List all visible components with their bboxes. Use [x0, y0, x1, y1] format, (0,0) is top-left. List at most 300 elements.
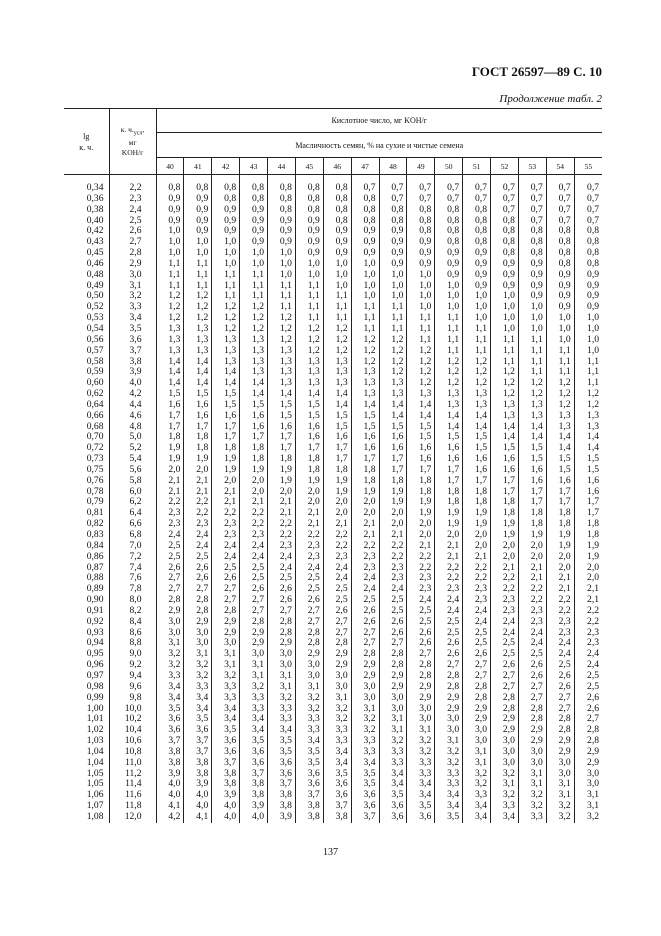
oil-value-cell: 3,2 [518, 801, 546, 812]
kch-value-cell: 6,4 [109, 508, 156, 519]
oil-value-cell: 3,0 [212, 638, 240, 649]
oil-value-cell: 2,4 [323, 573, 351, 584]
kch-value-cell: 2,6 [109, 226, 156, 237]
oil-value-cell: 1,2 [435, 367, 463, 378]
kch-value-cell: 7,6 [109, 573, 156, 584]
oil-value-cell: 2,0 [379, 519, 407, 530]
oil-value-cell: 1,7 [491, 476, 519, 487]
kch-value-cell: 8,0 [109, 595, 156, 606]
oil-value-cell: 1,2 [212, 324, 240, 335]
oil-value-cell: 0,8 [323, 175, 351, 194]
acid-column-header: 54 [546, 158, 574, 175]
oil-value-cell: 3,2 [546, 812, 574, 823]
oil-value-cell: 4,1 [184, 812, 212, 823]
oil-value-cell: 2,0 [463, 541, 491, 552]
oil-value-cell: 3,4 [240, 714, 268, 725]
oil-value-cell: 1,2 [156, 313, 184, 324]
lg-value-cell: 0,49 [86, 280, 104, 291]
oil-value-cell: 2,9 [268, 638, 296, 649]
oil-value-cell: 2,8 [184, 606, 212, 617]
table-row [64, 194, 602, 205]
oil-value-cell: 3,7 [268, 779, 296, 790]
oil-value-cell: 3,6 [351, 790, 379, 801]
oil-value-cell: 0,8 [212, 194, 240, 205]
oil-value-cell: 3,2 [491, 790, 519, 801]
kch-value-cell: 6,2 [109, 497, 156, 508]
oil-value-cell: 2,6 [240, 584, 268, 595]
oil-value-cell: 3,2 [574, 812, 602, 823]
oil-value-cell: 3,1 [212, 649, 240, 660]
oil-value-cell: 1,3 [379, 389, 407, 400]
oil-value-cell: 1,4 [379, 411, 407, 422]
oil-value-cell: 2,8 [407, 671, 435, 682]
lg-value-cell: 1,01 [86, 714, 104, 725]
table-row [64, 508, 602, 519]
lg-value-cell: 0,56 [86, 334, 104, 345]
oil-value-cell: 2,1 [212, 487, 240, 498]
oil-value-cell: 2,4 [435, 595, 463, 606]
oil-value-cell: 3,1 [268, 682, 296, 693]
oil-value-cell: 2,1 [184, 476, 212, 487]
oil-value-cell: 3,0 [379, 704, 407, 715]
oil-value-cell: 2,3 [463, 584, 491, 595]
oil-value-cell: 0,8 [407, 205, 435, 216]
kch-value-cell: 9,8 [109, 693, 156, 704]
oil-value-cell: 3,0 [574, 779, 602, 790]
table-row [64, 259, 602, 270]
table-row [64, 769, 602, 780]
oil-value-cell: 2,0 [491, 552, 519, 563]
oil-value-cell: 1,9 [491, 519, 519, 530]
oil-value-cell: 2,3 [379, 563, 407, 574]
oil-value-cell: 2,8 [463, 693, 491, 704]
oil-value-cell: 3,0 [295, 671, 323, 682]
oil-value-cell: 2,3 [295, 552, 323, 563]
oil-value-cell: 3,8 [268, 790, 296, 801]
oil-value-cell: 0,9 [518, 270, 546, 281]
oil-value-cell: 2,9 [435, 704, 463, 715]
kch-value-cell: 3,7 [109, 346, 156, 357]
lg-value-cell: 0,66 [86, 410, 104, 421]
oil-value-cell: 2,3 [518, 606, 546, 617]
oil-value-cell: 2,4 [268, 552, 296, 563]
lg-value-cell: 0,90 [86, 595, 104, 606]
oil-value-cell: 2,2 [268, 519, 296, 530]
oil-value-cell: 2,8 [518, 714, 546, 725]
oil-value-cell: 2,4 [351, 584, 379, 595]
table-row [64, 465, 602, 476]
oil-value-cell: 2,1 [435, 552, 463, 563]
oil-value-cell: 1,2 [268, 335, 296, 346]
oil-value-cell: 2,5 [240, 563, 268, 574]
oil-value-cell: 1,2 [184, 302, 212, 313]
oil-value-cell: 0,9 [351, 226, 379, 237]
oil-value-cell: 3,2 [435, 758, 463, 769]
oil-value-cell: 1,3 [351, 367, 379, 378]
oil-value-cell: 1,1 [518, 367, 546, 378]
kch-value-cell: 3,3 [109, 302, 156, 313]
oil-value-cell: 3,8 [323, 812, 351, 823]
oil-value-cell: 1,2 [351, 346, 379, 357]
oil-value-cell: 3,4 [184, 704, 212, 715]
oil-value-cell: 1,4 [184, 378, 212, 389]
oil-value-cell: 3,8 [240, 779, 268, 790]
oil-value-cell: 1,1 [240, 291, 268, 302]
oil-value-cell: 1,0 [546, 313, 574, 324]
lg-value-cell: 1,05 [86, 779, 104, 790]
oil-value-cell: 2,5 [156, 541, 184, 552]
oil-value-cell: 1,4 [518, 422, 546, 433]
oil-value-cell: 1,9 [407, 508, 435, 519]
oil-value-cell: 3,2 [351, 714, 379, 725]
oil-value-cell: 1,6 [407, 454, 435, 465]
oil-value-cell: 0,8 [407, 226, 435, 237]
oil-value-cell: 1,9 [156, 443, 184, 454]
oil-value-cell: 2,1 [518, 573, 546, 584]
table-row [64, 205, 602, 216]
lg-value-cell: 0,89 [86, 584, 104, 595]
oil-value-cell: 1,4 [212, 367, 240, 378]
page-number: 137 [323, 847, 338, 858]
acid-column-header: 52 [491, 158, 519, 175]
oil-value-cell: 3,0 [518, 747, 546, 758]
oil-value-cell: 1,9 [295, 476, 323, 487]
lg-value-cell: 0,43 [86, 237, 104, 248]
oil-value-cell: 1,1 [295, 281, 323, 292]
oil-value-cell: 2,8 [518, 704, 546, 715]
oil-value-cell: 3,2 [463, 769, 491, 780]
oil-value-cell: 0,8 [407, 216, 435, 227]
oil-value-cell: 0,9 [379, 237, 407, 248]
oil-value-cell: 3,0 [351, 693, 379, 704]
oil-value-cell: 0,7 [518, 194, 546, 205]
oil-value-cell: 0,7 [407, 175, 435, 194]
oil-value-cell: 2,5 [435, 617, 463, 628]
oil-value-cell: 0,8 [546, 237, 574, 248]
oil-value-cell: 2,4 [184, 530, 212, 541]
oil-value-cell: 2,6 [212, 573, 240, 584]
oil-value-cell: 3,0 [518, 758, 546, 769]
lg-value-cell: 1,04 [86, 757, 104, 768]
oil-value-cell: 0,9 [156, 194, 184, 205]
oil-value-cell: 2,9 [295, 649, 323, 660]
oil-value-cell: 1,7 [518, 487, 546, 498]
oil-value-cell: 1,1 [156, 281, 184, 292]
oil-value-cell: 1,5 [156, 389, 184, 400]
oil-value-cell: 2,4 [268, 563, 296, 574]
oil-value-cell: 2,3 [212, 530, 240, 541]
oil-value-cell: 2,1 [574, 584, 602, 595]
oil-value-cell: 1,4 [323, 389, 351, 400]
oil-value-cell: 3,3 [240, 704, 268, 715]
oil-value-cell: 1,6 [240, 422, 268, 433]
oil-value-cell: 2,6 [491, 660, 519, 671]
table-row [64, 335, 602, 346]
oil-value-cell: 0,9 [491, 270, 519, 281]
oil-value-cell: 1,3 [351, 378, 379, 389]
table-row [64, 693, 602, 704]
oil-value-cell: 3,6 [379, 812, 407, 823]
oil-value-cell: 2,4 [546, 649, 574, 660]
oil-value-cell: 2,7 [546, 693, 574, 704]
oil-value-cell: 0,8 [435, 216, 463, 227]
oil-value-cell: 2,7 [407, 649, 435, 660]
oil-value-cell: 3,7 [184, 747, 212, 758]
oil-value-cell: 1,0 [463, 313, 491, 324]
oil-value-cell: 2,7 [491, 671, 519, 682]
table-row [64, 628, 602, 639]
table-row [64, 422, 602, 433]
acid-column-header: 48 [379, 158, 407, 175]
oil-value-cell: 0,7 [463, 194, 491, 205]
oil-value-cell: 1,6 [574, 487, 602, 498]
oil-value-cell: 2,5 [268, 573, 296, 584]
oil-value-cell: 2,0 [212, 476, 240, 487]
lg-value-cell: 0,88 [86, 573, 104, 584]
table-row [64, 790, 602, 801]
oil-value-cell: 2,5 [407, 617, 435, 628]
oil-value-cell: 3,0 [268, 649, 296, 660]
oil-value-cell: 1,8 [574, 519, 602, 530]
oil-value-cell: 0,8 [268, 194, 296, 205]
oil-value-cell: 1,3 [574, 411, 602, 422]
table-row [64, 779, 602, 790]
oil-value-cell: 1,4 [212, 378, 240, 389]
oil-value-cell: 2,3 [212, 519, 240, 530]
oil-value-cell: 3,1 [379, 714, 407, 725]
oil-value-cell: 1,8 [518, 519, 546, 530]
oil-value-cell: 1,8 [240, 443, 268, 454]
oil-value-cell: 3,0 [323, 671, 351, 682]
oil-value-cell: 3,4 [379, 769, 407, 780]
lg-value-cell: 0,50 [86, 291, 104, 302]
oil-value-cell: 2,1 [351, 519, 379, 530]
oil-value-cell: 2,3 [435, 584, 463, 595]
oil-value-cell: 2,7 [351, 638, 379, 649]
oil-value-cell: 1,5 [212, 389, 240, 400]
oil-value-cell: 3,2 [240, 682, 268, 693]
oil-value-cell: 1,0 [407, 291, 435, 302]
oil-value-cell: 2,9 [574, 758, 602, 769]
oil-value-cell: 1,2 [351, 357, 379, 368]
kch-value-cell: 5,2 [109, 443, 156, 454]
oil-value-cell: 1,5 [546, 454, 574, 465]
oil-value-cell: 2,1 [295, 508, 323, 519]
oil-value-cell: 2,1 [491, 563, 519, 574]
oil-value-cell: 0,8 [574, 259, 602, 270]
kch-value-cell: 10,4 [109, 725, 156, 736]
oil-value-cell: 1,3 [491, 400, 519, 411]
oil-value-cell: 1,4 [240, 389, 268, 400]
oil-value-cell: 3,9 [268, 812, 296, 823]
oil-value-cell: 0,9 [518, 259, 546, 270]
oil-value-cell: 2,0 [546, 563, 574, 574]
oil-value-cell: 3,4 [156, 682, 184, 693]
oil-value-cell: 0,9 [212, 226, 240, 237]
oil-value-cell: 0,9 [407, 237, 435, 248]
oil-value-cell: 1,1 [546, 357, 574, 368]
oil-value-cell: 1,5 [295, 400, 323, 411]
oil-value-cell: 1,4 [240, 378, 268, 389]
oil-value-cell: 1,2 [212, 302, 240, 313]
oil-value-cell: 1,4 [156, 367, 184, 378]
oil-value-cell: 1,6 [518, 476, 546, 487]
oil-value-cell: 1,3 [351, 389, 379, 400]
oil-value-cell: 2,7 [212, 584, 240, 595]
oil-value-cell: 1,4 [184, 357, 212, 368]
oil-value-cell: 1,8 [184, 443, 212, 454]
kch-value-cell: 3,9 [109, 367, 156, 378]
oil-value-cell: 3,1 [546, 779, 574, 790]
oil-value-cell: 3,6 [351, 801, 379, 812]
oil-value-cell: 0,7 [546, 205, 574, 216]
oil-value-cell: 0,9 [351, 237, 379, 248]
oil-value-cell: 3,8 [295, 812, 323, 823]
oil-value-cell: 3,3 [379, 758, 407, 769]
oil-value-cell: 3,5 [295, 758, 323, 769]
oil-value-cell: 1,3 [463, 389, 491, 400]
kch-value-cell: 7,0 [109, 541, 156, 552]
oil-value-cell: 0,9 [156, 205, 184, 216]
oil-value-cell: 1,6 [407, 443, 435, 454]
oil-value-cell: 2,4 [212, 541, 240, 552]
oil-value-cell: 2,5 [407, 606, 435, 617]
oil-value-cell: 1,0 [518, 324, 546, 335]
lg-value-cell: 0,58 [86, 356, 104, 367]
kch-value-cell: 10,0 [109, 704, 156, 715]
oil-value-cell: 3,7 [212, 758, 240, 769]
oil-value-cell: 1,6 [435, 443, 463, 454]
oil-value-cell: 1,1 [268, 302, 296, 313]
oil-value-cell: 1,1 [184, 270, 212, 281]
oil-value-cell: 1,2 [268, 324, 296, 335]
kch-value-cell: 2,7 [109, 237, 156, 248]
oil-value-cell: 3,5 [240, 736, 268, 747]
oil-value-cell: 1,3 [435, 389, 463, 400]
oil-value-cell: 0,9 [463, 281, 491, 292]
lg-value-cell: 0,72 [86, 443, 104, 454]
oil-value-cell: 0,9 [518, 281, 546, 292]
oil-value-cell: 2,0 [323, 508, 351, 519]
table-row [64, 291, 602, 302]
oil-value-cell: 3,0 [491, 758, 519, 769]
oil-value-cell: 1,5 [463, 443, 491, 454]
oil-value-cell: 0,9 [295, 237, 323, 248]
oil-value-cell: 2,5 [379, 595, 407, 606]
table-row [64, 378, 602, 389]
oil-value-cell: 1,9 [574, 552, 602, 563]
oil-value-cell: 2,1 [184, 487, 212, 498]
oil-value-cell: 2,7 [546, 704, 574, 715]
table-row [64, 367, 602, 378]
lg-value-cell: 0,46 [86, 258, 104, 269]
acid-column-header: 45 [295, 158, 323, 175]
oil-value-cell: 1,8 [491, 497, 519, 508]
oil-value-cell: 3,3 [323, 725, 351, 736]
oil-value-cell: 4,0 [184, 801, 212, 812]
oil-value-cell: 3,4 [351, 758, 379, 769]
oil-value-cell: 1,9 [184, 454, 212, 465]
oil-value-cell: 2,6 [518, 671, 546, 682]
oil-value-cell: 2,3 [323, 552, 351, 563]
kch-value-cell: 11,4 [109, 779, 156, 790]
oil-value-cell: 2,3 [379, 573, 407, 584]
oil-value-cell: 1,7 [240, 432, 268, 443]
oil-value-cell: 2,9 [407, 682, 435, 693]
oil-value-cell: 2,1 [518, 563, 546, 574]
oil-value-cell: 3,6 [323, 779, 351, 790]
oil-value-cell: 1,0 [518, 313, 546, 324]
oil-value-cell: 0,9 [240, 237, 268, 248]
oil-value-cell: 1,4 [407, 411, 435, 422]
oil-value-cell: 1,3 [156, 346, 184, 357]
oil-value-cell: 3,2 [184, 671, 212, 682]
oil-value-cell: 2,6 [546, 671, 574, 682]
oil-value-cell: 1,3 [323, 367, 351, 378]
oil-value-cell: 1,1 [518, 335, 546, 346]
oil-value-cell: 1,0 [518, 302, 546, 313]
oil-value-cell: 1,1 [435, 313, 463, 324]
oil-value-cell: 2,0 [518, 552, 546, 563]
lg-value-cell: 1,08 [86, 811, 104, 822]
kch-value-cell: 9,6 [109, 682, 156, 693]
oil-value-cell: 2,6 [435, 638, 463, 649]
oil-value-cell: 2,6 [407, 638, 435, 649]
oil-value-cell: 1,0 [574, 346, 602, 357]
oil-value-cell: 1,3 [407, 389, 435, 400]
oil-value-cell: 0,8 [323, 205, 351, 216]
oil-value-cell: 3,0 [463, 736, 491, 747]
oil-value-cell: 2,0 [435, 530, 463, 541]
oil-value-cell: 1,3 [268, 367, 296, 378]
oil-value-cell: 2,1 [268, 508, 296, 519]
oil-value-cell: 3,6 [240, 758, 268, 769]
kch-unit-mg: мг [128, 138, 137, 148]
acid-column-header: 44 [268, 158, 296, 175]
oil-value-cell: 1,8 [268, 454, 296, 465]
oil-value-cell: 4,0 [184, 790, 212, 801]
oil-value-cell: 1,0 [323, 270, 351, 281]
oil-value-cell: 4,0 [240, 812, 268, 823]
oil-value-cell: 1,0 [268, 248, 296, 259]
oil-value-cell: 0,9 [518, 291, 546, 302]
oil-value-cell: 1,7 [351, 454, 379, 465]
oil-value-cell: 3,0 [546, 769, 574, 780]
oil-value-cell: 3,1 [212, 660, 240, 671]
oil-value-cell: 1,5 [574, 465, 602, 476]
oil-value-cell: 3,4 [379, 779, 407, 790]
oil-value-cell: 1,2 [323, 324, 351, 335]
oil-value-cell: 3,5 [268, 747, 296, 758]
oil-value-cell: 1,3 [156, 335, 184, 346]
oil-value-cell: 3,0 [435, 725, 463, 736]
oil-value-cell: 3,3 [435, 779, 463, 790]
oil-value-cell: 3,6 [379, 801, 407, 812]
oil-value-cell: 2,3 [491, 595, 519, 606]
oil-value-cell: 0,9 [546, 281, 574, 292]
oil-value-cell: 0,8 [463, 205, 491, 216]
oil-value-cell: 1,1 [491, 335, 519, 346]
oil-value-cell: 2,4 [518, 638, 546, 649]
oil-value-cell: 3,3 [351, 736, 379, 747]
oil-value-cell: 0,9 [379, 259, 407, 270]
oil-value-cell: 0,9 [435, 248, 463, 259]
oil-value-cell: 3,6 [156, 725, 184, 736]
oil-value-cell: 3,2 [491, 769, 519, 780]
oil-value-cell: 1,2 [491, 367, 519, 378]
oil-value-cell: 0,8 [574, 226, 602, 237]
lg-value-cell: 1,03 [86, 736, 104, 747]
